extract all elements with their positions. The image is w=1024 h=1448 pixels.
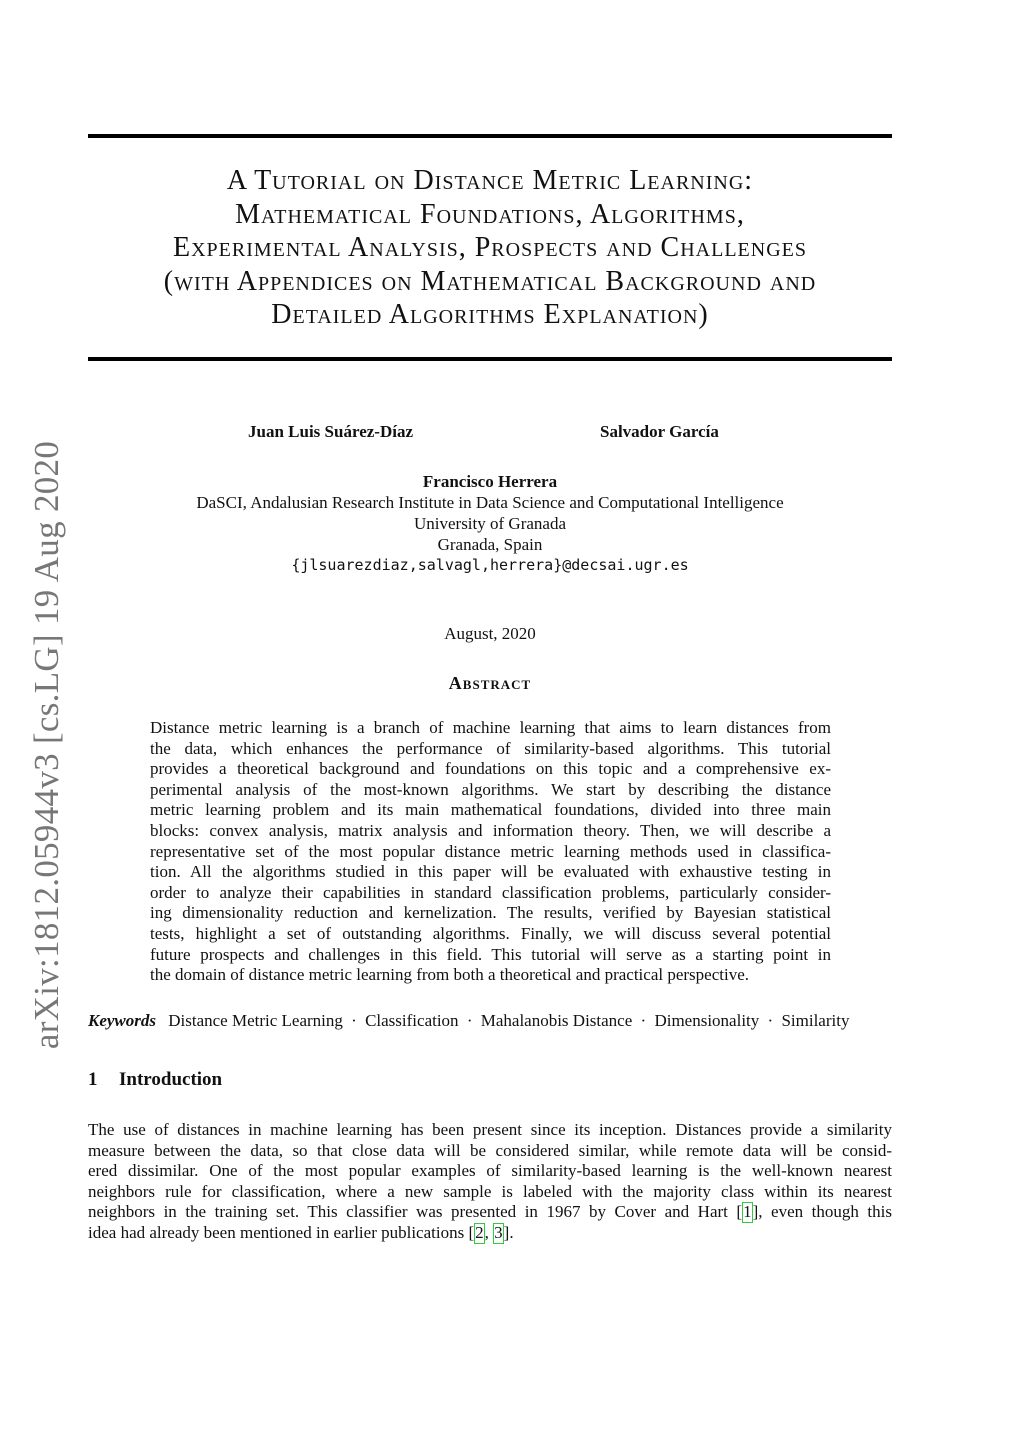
affiliation-block	[88, 471, 892, 576]
abstract-line: future prospects and challenges in this field. This tutorial will serve as a starting point in	[150, 944, 831, 964]
title-rule-bottom	[88, 357, 892, 361]
keywords-line	[88, 1011, 892, 1031]
abstract-heading: Abstract	[448, 673, 532, 693]
paragraph-line: measure between the data, so that close data will be considered similar, while remote data will be consid-	[88, 1140, 892, 1160]
abstract-line: tests, highlight a set of outstanding algorithms. Finally, we will discuss several potential	[150, 923, 831, 943]
keyword-separator: ·	[466, 1011, 473, 1030]
affiliation-location: Granada, Spain	[437, 535, 543, 554]
keyword-separator: ·	[351, 1011, 357, 1030]
keyword: Mahalanobis Distance	[480, 1011, 633, 1030]
keyword-separator: ·	[640, 1011, 647, 1030]
arxiv-stamp: arXiv:1812.05944v3 [cs.LG] 19 Aug 2020	[27, 440, 66, 1050]
author-emails: {jlsuarezdiaz,salvagl,herrera}@decsai.ugr.es	[291, 556, 689, 574]
title-line: Detailed Algorithms Explanation)	[271, 299, 709, 330]
text-run: .	[509, 1222, 514, 1242]
abstract-line: representative set of the most popular distance metric learning methods used in classifica-	[150, 841, 831, 861]
title-line: (with Appendices on Mathematical Background and	[163, 265, 817, 297]
author-3: Francisco Herrera	[422, 472, 558, 491]
paragraph-line: ered dissimilar. One of the most popular examples of similarity-based learning is the well-known nearest	[88, 1161, 892, 1181]
paragraph-line: neighbors rule for classification, where a new sample is labeled with the majority class within its nearest	[88, 1181, 892, 1201]
paper-title	[88, 164, 892, 332]
title-line: A Tutorial on Distance Metric Learning:	[226, 165, 754, 196]
abstract-line: tion. All the algorithms studied in this paper will be evaluated with exhaustive testing in	[150, 862, 831, 882]
abstract-line: metric learning problem and its main mathematical foundations, divided into three main	[150, 800, 831, 820]
abstract-line: Distance metric learning is a branch of machine learning that aims to learn distances from	[150, 718, 831, 737]
abstract-line: perimental analysis of the most-known algorithms. We start by describing the distance	[150, 779, 831, 799]
keyword: Dimensionality	[654, 1011, 760, 1030]
title-line: Experimental Analysis, Prospects and Challenges	[173, 232, 807, 263]
text-run: neighbors in the training set. This classifier was presented in 1967 by Cover and Hart	[88, 1202, 737, 1222]
section-title: Introduction	[119, 1069, 223, 1090]
citation-link-3[interactable]: 3	[494, 1222, 503, 1242]
author-1: Juan Luis Suárez-Díaz	[248, 422, 413, 441]
affiliation-institute: DaSCI, Andalusian Research Institute in Data Science and Computational Intelligence	[196, 493, 784, 512]
abstract-line: ing dimensionality reduction and kernelization. The results, verified by Bayesian statistical	[150, 903, 831, 923]
author-2: Salvador García	[600, 422, 719, 441]
citation-bracket: [	[468, 1222, 475, 1242]
abstract-line: the data, which enhances the performance of similarity-based algorithms. This tutorial	[150, 738, 831, 758]
title-rule-top	[88, 134, 892, 138]
introduction-paragraph	[88, 1120, 892, 1244]
citation-bracket: ]	[752, 1202, 759, 1222]
text-run: , even though this	[758, 1202, 892, 1222]
paper-date: August, 2020	[444, 624, 536, 643]
abstract-line: provides a theoretical background and foundations on this topic and a comprehensive ex-	[150, 759, 831, 779]
citation-link-2[interactable]: 2	[475, 1222, 484, 1242]
abstract-line: order to analyze their capabilities in standard classification problems, particularly consider-	[150, 882, 831, 902]
citation-bracket: [	[736, 1202, 743, 1222]
keyword-separator: ·	[767, 1011, 774, 1030]
keywords-label: Keywords	[88, 1011, 156, 1030]
text-run: idea had already been mentioned in earlier publications	[88, 1222, 469, 1242]
citation-separator: ,	[484, 1222, 494, 1242]
citation-bracket: ]	[503, 1222, 510, 1242]
section-heading	[88, 1069, 222, 1091]
abstract-line: blocks: convex analysis, matrix analysis and information theory. Then, we will describe a	[150, 820, 831, 840]
section-number: 1	[88, 1069, 98, 1090]
keyword: Distance Metric Learning	[168, 1011, 343, 1030]
paragraph-line	[88, 1223, 892, 1244]
keyword: Classification	[365, 1011, 459, 1030]
paragraph-line	[88, 1202, 892, 1223]
citation-link-1[interactable]: 1	[743, 1202, 752, 1222]
paragraph-line: The use of distances in machine learning has been present since its inception. Distances provide a similarity	[88, 1120, 892, 1139]
abstract-line: the domain of distance metric learning from both a theoretical and practical perspective.	[150, 965, 750, 985]
abstract-body	[150, 718, 831, 986]
affiliation-university: University of Granada	[413, 514, 566, 533]
keyword: Similarity	[781, 1011, 850, 1030]
title-line: Mathematical Foundations, Algorithms,	[235, 198, 745, 230]
